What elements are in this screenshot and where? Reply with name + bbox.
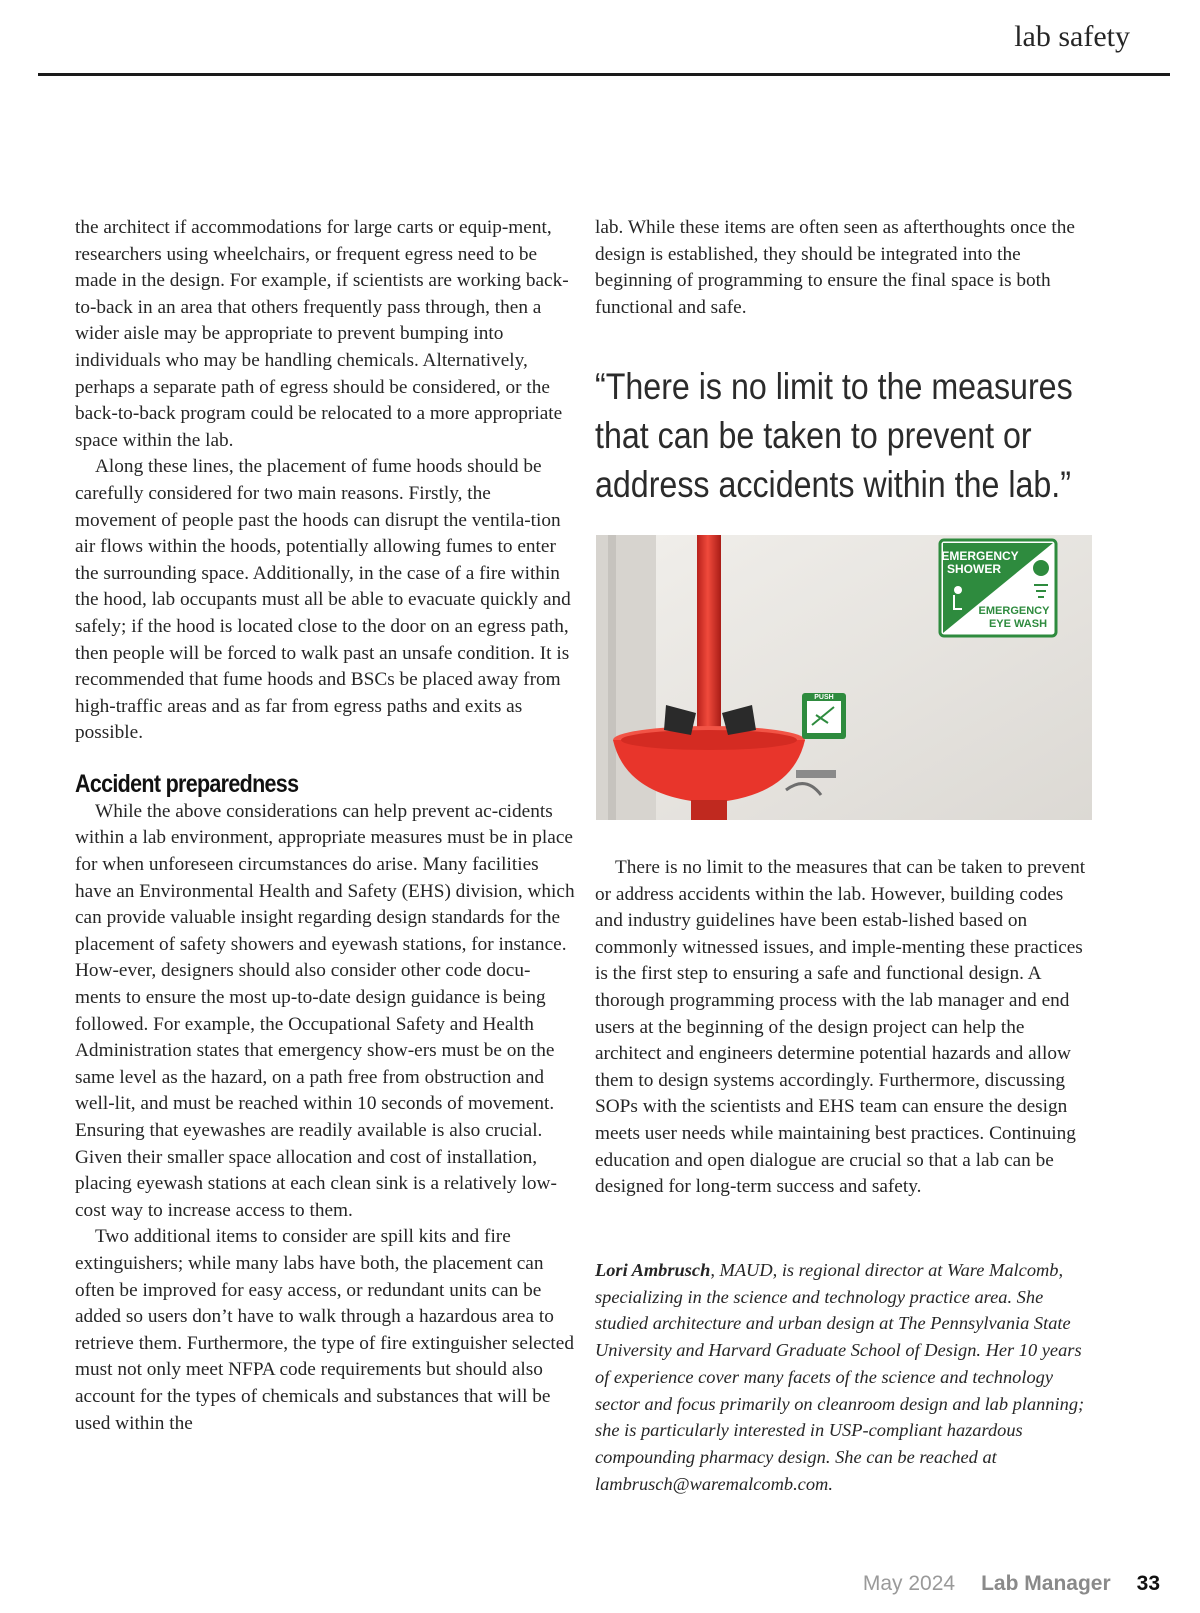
sign-eye-wash-line1: EMERGENCY (978, 605, 1050, 617)
pull-quote: “There is no limit to the measures that can be taken to prevent or address accidents within the lab.” (595, 366, 1073, 505)
sign-emergency-shower-line2: SHOWER (947, 562, 1001, 576)
right-column-top (595, 215, 1090, 321)
page-number: 33 (1136, 1572, 1160, 1595)
right-column-bottom (595, 855, 1090, 1201)
push-label: PUSH (814, 694, 834, 701)
section-label: lab safety (1014, 20, 1130, 53)
author-bio-text: , MAUD, is regional director at Ware Malcomb, specializing in the science and technology practice area. She studied architecture and urban design at The Pennsylvania State University and Harvard Graduate School of Design. Her 10 years of experience cover many facets of the science and technology sector and focus primarily on cleanroom design and lab planning; she is particularly interested in USP-compliant hazardous compounding pharmacy design. She can be reached at lambrusch@waremalcomb.com. (595, 1260, 1085, 1494)
left-column (75, 215, 575, 1437)
sign-emergency-shower-line1: EMERGENCY (941, 549, 1019, 563)
body-paragraph: There is no limit to the measures that can be taken to prevent or address accidents within the lab. However, building codes and industry guidelines have been estab-lished based on commonly witnessed issues, and imple-menting these practices is the first step to ensuring a safe and functional design. A thorough programming process with the lab manager and end users at the beginning of the design project can help the architect and engineers determine potential hazards and allow them to design systems accordingly. Furthermore, discussing SOPs with the scientists and EHS team can ensure the design meets user needs while maintaining best practices. Continuing education and open dialogue are crucial so that a lab can be designed for long-term success and safety. (595, 857, 1086, 1198)
page-footer (863, 1572, 1160, 1596)
author-bio (595, 1257, 1095, 1497)
magazine-name: Lab Manager (981, 1572, 1111, 1595)
body-paragraph: While the above considerations can help prevent ac-cidents within a lab environment, appropriate measures must be in place for when unforeseen circumstances do arise. Many facilities have an Environmental Health and Safety (EHS) division, which can provide valuable insight regarding design standards for the placement of safety showers and eyewash stations, for instance. How-ever, designers should also consider other code docu-ments to ensure the most up-to-date design guidance is being followed. For example, the Occupational Safety and Health Administration states that emergency show-ers must be on the same level as the hazard, on a path free from obstruction and well-lit, and must be reached within 10 seconds of movement. Ensuring that eyewashes are readily available is also crucial. Given their smaller space allocation and cost of installation, placing eyewash stations at each clean sink is a relatively low-cost way to increase access to them. (75, 800, 575, 1221)
section-subhead: Accident preparedness (75, 769, 299, 798)
header-rule (38, 73, 1170, 76)
body-paragraph: Along these lines, the placement of fume hoods should be carefully considered for two main reasons. Firstly, the movement of people past the hoods can disrupt the ventila-tion air flows within the hoods, potentially allowing fumes to enter the surrounding space. Additionally, in the case of a fire within the hood, lab occupants must all be able to evacuate quickly and safely; if the hood is located close to the door on an egress path, then people will be forced to walk past an unsafe condition. It is recommended that fume hoods and BSCs be placed away from high-traffic areas and as far from egress paths and exits as possible. (75, 456, 571, 744)
sign-eye-wash-line2: EYE WASH (988, 618, 1048, 630)
emergency-shower-photo (596, 535, 1092, 820)
issue-date: May 2024 (862, 1572, 956, 1595)
body-paragraph: the architect if accommodations for large carts or equip-ment, researchers using wheelchairs, or frequent egress need to be made in the design. For example, if scientists are working back-to-back in an area that others frequently pass through, then a wider aisle may be appropriate to prevent bumping into individuals who may be handling chemicals. Alternatively, perhaps a separate path of egress should be considered, or the back-to-back program could be relocated to a more appropriate space within the lab. (75, 217, 569, 451)
author-name: Lori Ambrusch (595, 1260, 711, 1280)
body-paragraph: Two additional items to consider are spill kits and fire extinguishers; while many labs have both, the placement can often be improved for easy access, or redundant units can be added so users don’t have to walk through a hazardous area to retrieve them. Furthermore, the type of fire extinguisher selected must not only meet NFPA code requirements but should also account for the types of chemicals and substances that will be used within the (75, 1226, 574, 1434)
body-paragraph: lab. While these items are often seen as afterthoughts once the design is established, they should be integrated into the beginning of programming to ensure the final space is both functional and safe. (595, 217, 1075, 318)
photo-illustration (596, 535, 1092, 820)
